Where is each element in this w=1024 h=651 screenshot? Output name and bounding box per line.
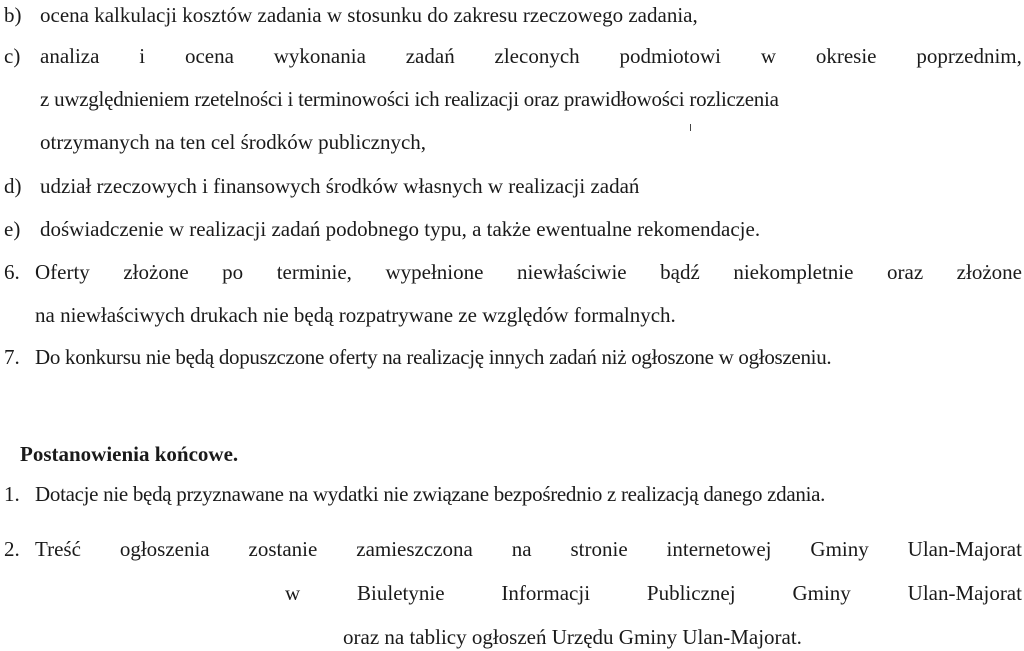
word: okresie [815, 44, 877, 68]
word: niekompletnie [733, 260, 854, 284]
point-6-line-2: na niewłaściwych drukach nie będą rozpatrywane ze względów formalnych. [35, 303, 676, 327]
word: Gminy [792, 581, 851, 605]
word: w [285, 581, 301, 605]
word: niewłaściwie [516, 260, 627, 284]
criterion-e-text: doświadczenie w realizacji zadań podobnego typu, a także ewentualne rekomendacje. [40, 217, 761, 241]
item-label-d: d) [4, 174, 22, 198]
word: na [511, 537, 532, 561]
final-point-number-1: 1. [4, 482, 20, 506]
scan-speck [690, 124, 691, 131]
final-point-2-line-1 [35, 539, 1022, 560]
point-number-6: 6. [4, 260, 20, 284]
word: Treść [35, 537, 81, 561]
criterion-b-text: ocena kalkulacji kosztów zadania w stosunku do zakresu rzeczowego zadania, [40, 3, 698, 27]
final-point-2-line-3: oraz na tablicy ogłoszeń Urzędu Gminy Ulan-Majorat. [343, 625, 802, 649]
criterion-c-line-1 [40, 46, 1022, 67]
criterion-d-text: udział rzeczowych i finansowych środków własnych w realizacji zadań [40, 174, 640, 198]
final-point-2-line-2 [285, 583, 1022, 604]
word: Ulan-Majorat [907, 581, 1022, 605]
word: analiza [40, 44, 100, 68]
point-6-line-1 [35, 262, 1022, 283]
word: ocena [184, 44, 234, 68]
word: Biuletynie [357, 581, 445, 605]
word: Oferty [35, 260, 90, 284]
word: zamieszczona [356, 537, 473, 561]
word: w [760, 44, 776, 68]
word: Informacji [501, 581, 591, 605]
word: zadań [405, 44, 455, 68]
word: zostanie [248, 537, 318, 561]
word: ogłoszenia [119, 537, 210, 561]
criterion-c-line-3: otrzymanych na ten cel środków publicznych, [40, 130, 427, 154]
word: stronie [570, 537, 628, 561]
word: wykonania [273, 44, 366, 68]
word: bądź [660, 260, 700, 284]
word: Ulan-Majorat [907, 537, 1022, 561]
word: zleconych [494, 44, 580, 68]
word: Gminy [810, 537, 869, 561]
word: poprzednim, [916, 44, 1022, 68]
word: złożone [956, 260, 1022, 284]
item-label-b: b) [4, 3, 22, 27]
final-point-number-2: 2. [4, 537, 20, 561]
section-heading: Postanowienia końcowe. [20, 442, 239, 466]
word: oraz [887, 260, 924, 284]
word: podmiotowi [619, 44, 721, 68]
word: internetowej [666, 537, 772, 561]
point-number-7: 7. [4, 345, 20, 369]
criterion-c-line-2: z uwzględnieniem rzetelności i terminowości ich realizacji oraz prawidłowości rozliczenia [40, 87, 779, 111]
word: Publicznej [646, 581, 736, 605]
point-7-text: Do konkursu nie będą dopuszczone oferty na realizację innych zadań niż ogłoszone w ogłoszeniu. [35, 345, 832, 369]
word: i [139, 44, 146, 68]
item-label-e: e) [4, 217, 21, 241]
word: złożone [123, 260, 189, 284]
final-point-1-text: Dotacje nie będą przyznawane na wydatki nie związane bezpośrednio z realizacją danego zdania. [35, 482, 826, 506]
item-label-c: c) [4, 44, 21, 68]
word: wypełnione [385, 260, 484, 284]
word: terminie, [276, 260, 352, 284]
word: po [222, 260, 244, 284]
